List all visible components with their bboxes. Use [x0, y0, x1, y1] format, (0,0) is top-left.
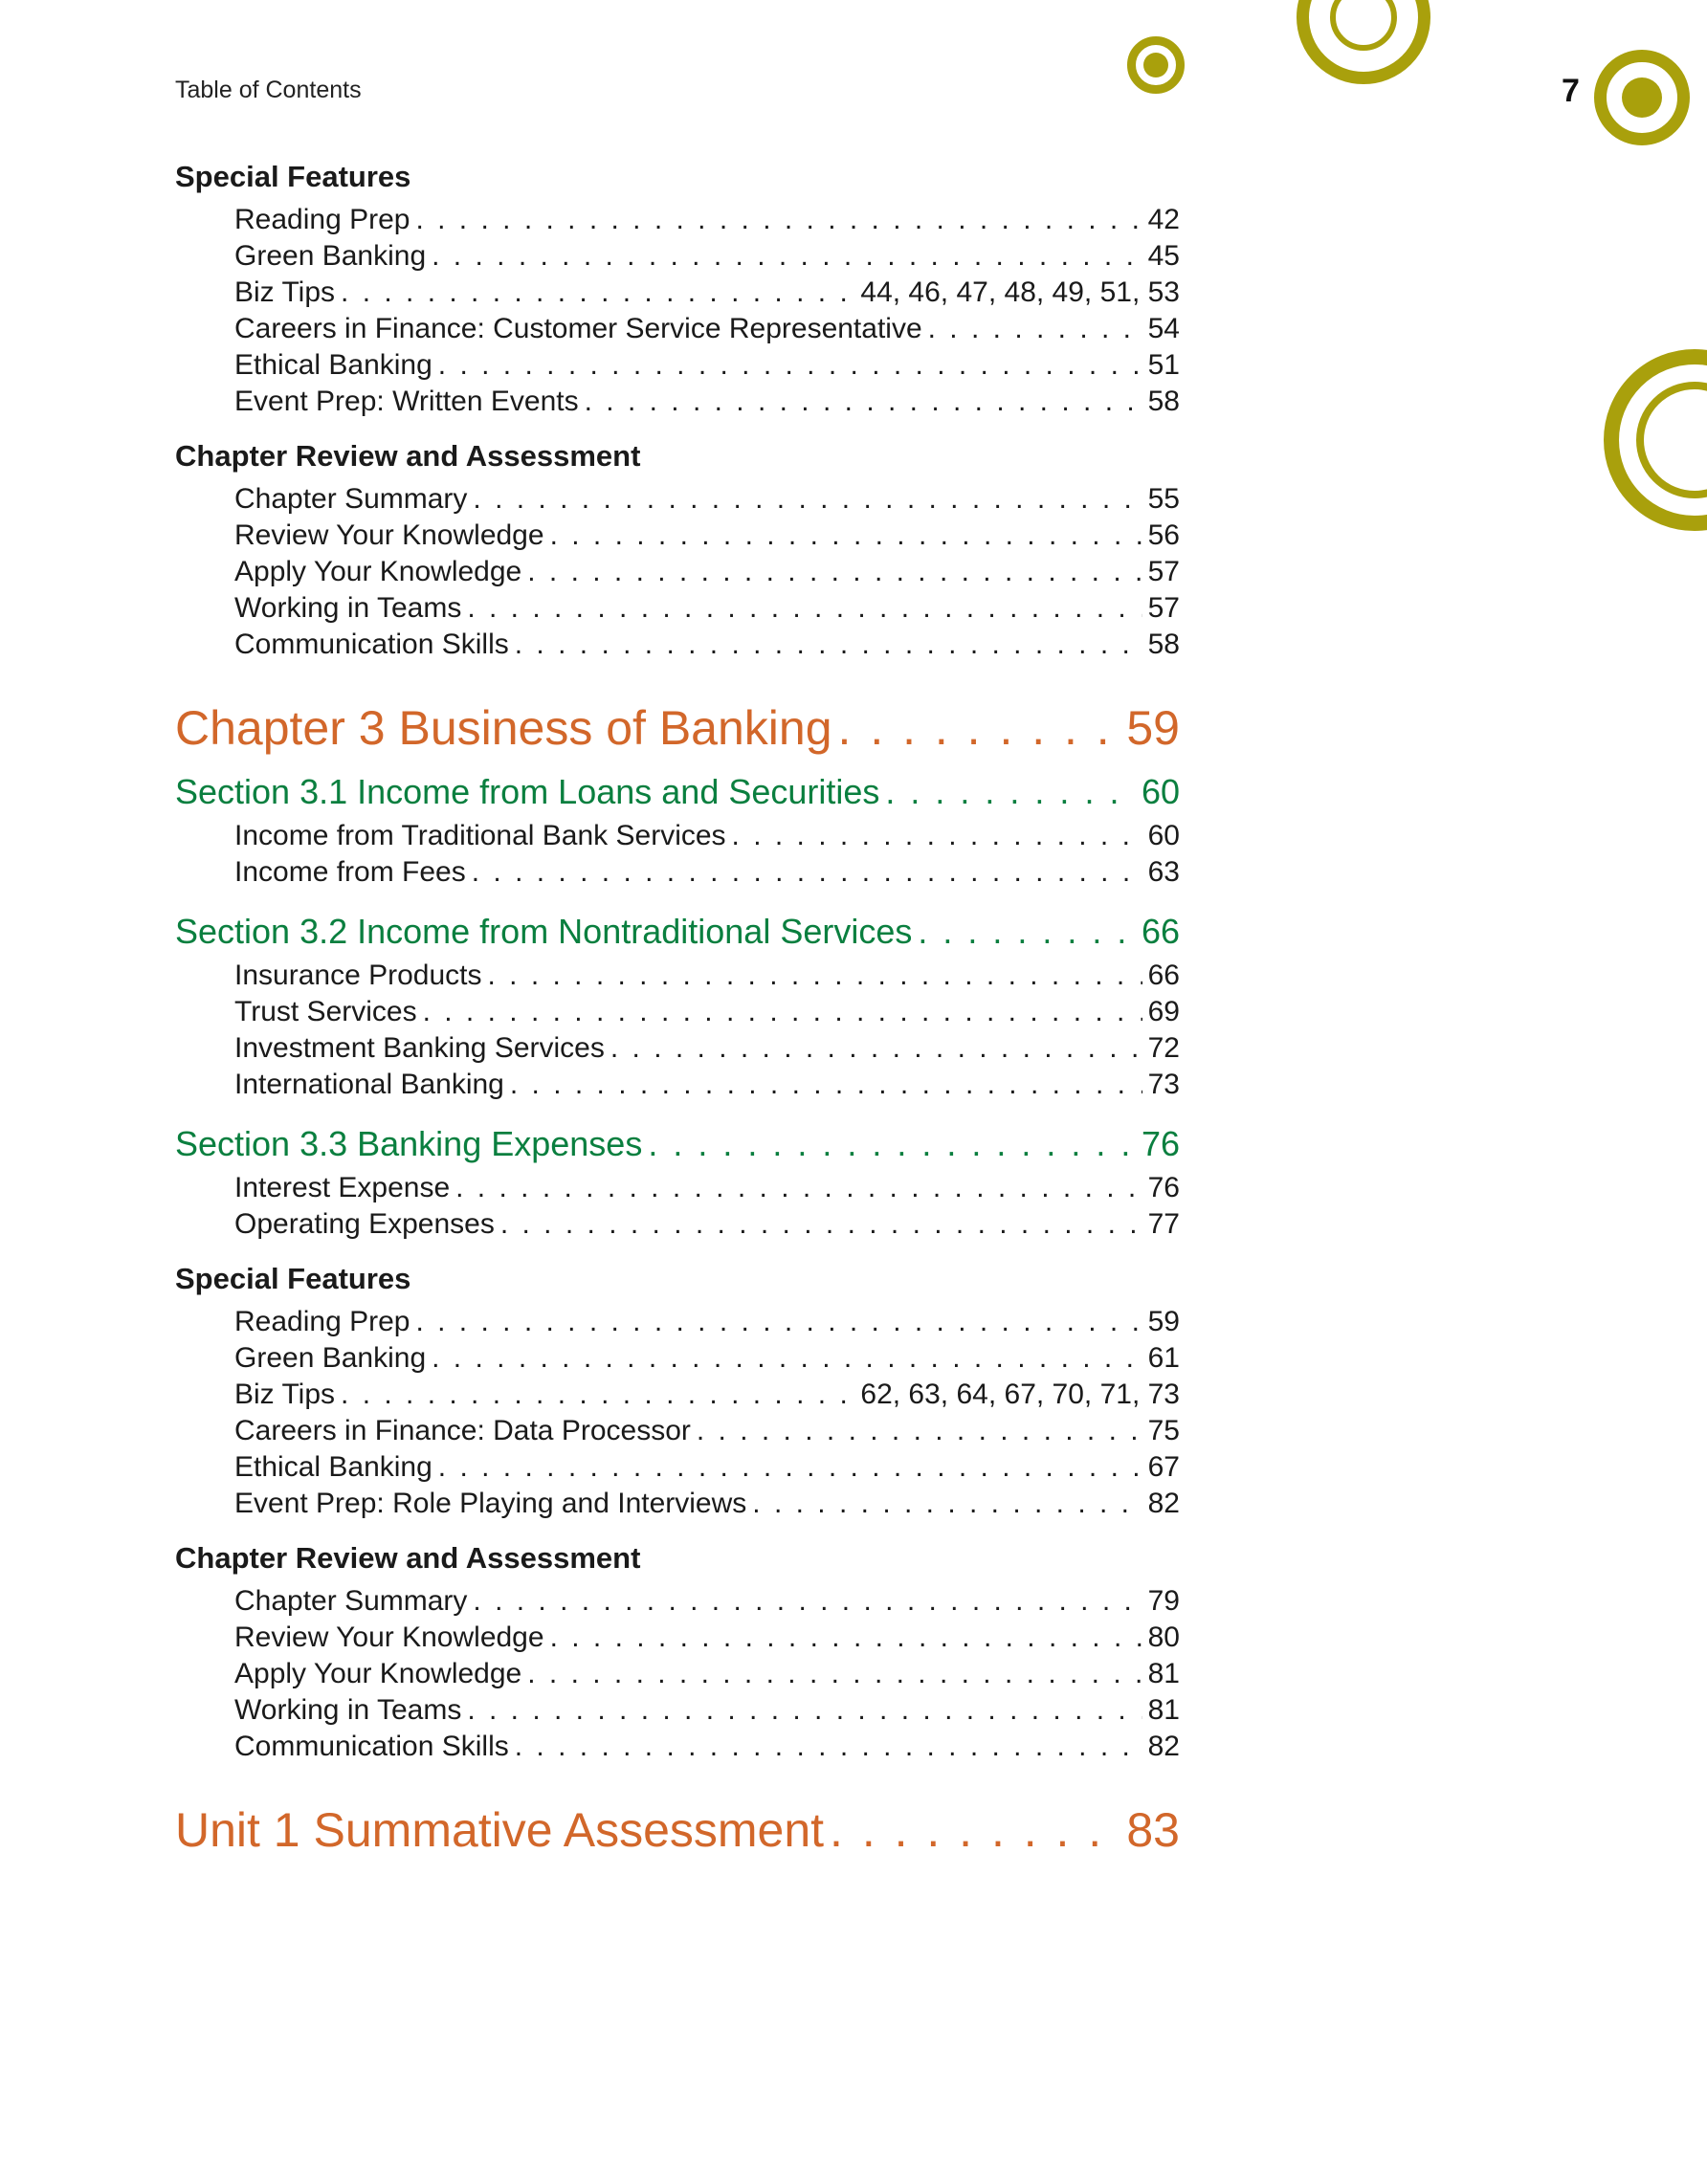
toc-entry[interactable]: Trust Services . . . 69: [234, 994, 1180, 1030]
toc-entry[interactable]: Ethical Banking . . . 67: [234, 1449, 1180, 1486]
toc-entry[interactable]: Income from Fees . . . 63: [234, 854, 1180, 891]
toc-entry[interactable]: Interest Expense . . . 76: [234, 1170, 1180, 1206]
toc-entry[interactable]: Review Your Knowledge . . . 80: [234, 1620, 1180, 1656]
deco-circle-small-icon: [1127, 36, 1185, 94]
toc-entry[interactable]: Ethical Banking . . . 51: [234, 347, 1180, 384]
toc-entry[interactable]: Green Banking . . . 61: [234, 1340, 1180, 1377]
toc-entry[interactable]: Working in Teams . . . 81: [234, 1692, 1180, 1729]
chapter-review-list: [234, 481, 1180, 663]
toc-entry[interactable]: Investment Banking Services . . . 72: [234, 1030, 1180, 1067]
toc-entry[interactable]: Chapter Summary . . . 55: [234, 481, 1180, 518]
toc-entry[interactable]: Careers in Finance: Data Processor . . . 75: [234, 1413, 1180, 1449]
deco-ring-right-icon: [1604, 349, 1707, 531]
toc-entry[interactable]: Apply Your Knowledge . . . 81: [234, 1656, 1180, 1692]
special-features-heading: Special Features: [175, 160, 411, 193]
toc-entry[interactable]: Income from Traditional Bank Services . . . 60: [234, 818, 1180, 854]
unit-1-assessment-title[interactable]: Unit 1 Summative Assessment . . . 83: [175, 1801, 1180, 1859]
chapter-review-heading: Chapter Review and Assessment: [175, 439, 641, 473]
section-3-2-title[interactable]: Section 3.2 Income from Nontraditional Services . . . 66: [175, 910, 1180, 954]
section-3-1-title[interactable]: Section 3.1 Income from Loans and Securities . . . 60: [175, 770, 1180, 814]
special-features-list: [234, 202, 1180, 420]
toc-entry[interactable]: Working in Teams . . . 57: [234, 590, 1180, 627]
toc-entry[interactable]: Biz Tips . . . 62, 63, 64, 67, 70, 71, 73: [234, 1377, 1180, 1413]
section-3-3-title[interactable]: Section 3.3 Banking Expenses . . . 76: [175, 1122, 1180, 1166]
toc-entry[interactable]: Event Prep: Written Events . . . 58: [234, 384, 1180, 420]
chapter-3-title[interactable]: Chapter 3 Business of Banking . . . 59: [175, 699, 1180, 757]
toc-entry[interactable]: International Banking . . . 73: [234, 1067, 1180, 1103]
page-number: 7: [1562, 73, 1580, 109]
toc-entry[interactable]: Biz Tips . . . 44, 46, 47, 48, 49, 51, 53: [234, 275, 1180, 311]
chapter-review-heading: Chapter Review and Assessment: [175, 1541, 641, 1575]
running-head: Table of Contents: [175, 77, 362, 103]
toc-entry[interactable]: Event Prep: Role Playing and Interviews . . . 82: [234, 1486, 1180, 1522]
special-features-heading: Special Features: [175, 1262, 411, 1295]
toc-entry[interactable]: Review Your Knowledge . . . 56: [234, 518, 1180, 554]
toc-entry[interactable]: Green Banking . . . 45: [234, 238, 1180, 275]
toc-entry[interactable]: Apply Your Knowledge . . . 57: [234, 554, 1180, 590]
toc-entry[interactable]: Insurance Products . . . 66: [234, 958, 1180, 994]
deco-target-icon: [1594, 50, 1690, 145]
deco-ring-top-icon: [1297, 0, 1430, 84]
toc-entry[interactable]: Careers in Finance: Customer Service Representative . . . 54: [234, 311, 1180, 347]
toc-entry[interactable]: Operating Expenses . . . 77: [234, 1206, 1180, 1243]
section-3-2-list: [234, 958, 1180, 1103]
section-3-1-list: [234, 818, 1180, 891]
table-of-contents: [175, 158, 1180, 1868]
special-features-list: [234, 1304, 1180, 1522]
toc-entry[interactable]: Communication Skills . . . 82: [234, 1729, 1180, 1765]
toc-entry[interactable]: Reading Prep . . . 42: [234, 202, 1180, 238]
toc-entry[interactable]: Communication Skills . . . 58: [234, 627, 1180, 663]
section-3-3-list: [234, 1170, 1180, 1243]
toc-entry[interactable]: Reading Prep . . . 59: [234, 1304, 1180, 1340]
toc-entry[interactable]: Chapter Summary . . . 79: [234, 1583, 1180, 1620]
chapter-review-list: [234, 1583, 1180, 1765]
